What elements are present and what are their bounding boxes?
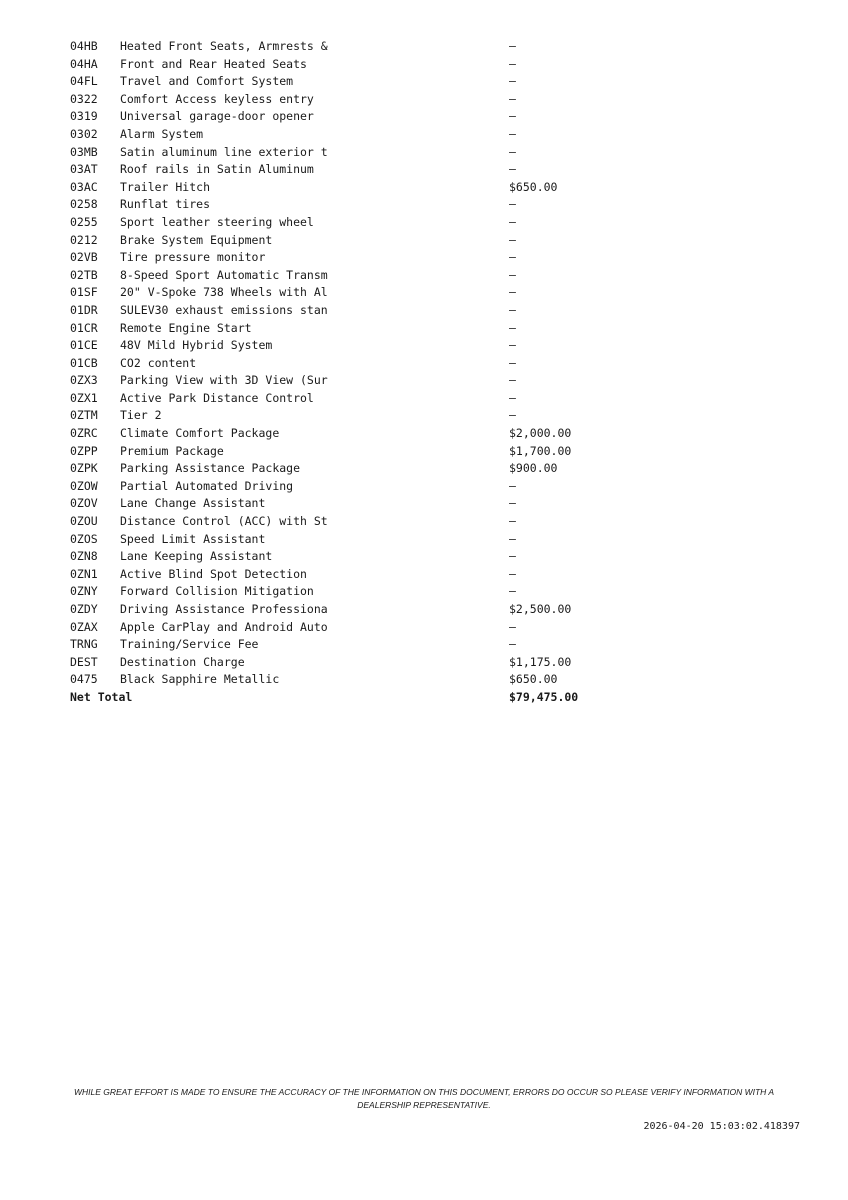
option-description: Brake System Equipment (120, 232, 273, 247)
option-code: 0ZX1 (70, 390, 98, 405)
option-code: 0255 (70, 214, 98, 229)
option-code: 0ZOU (70, 514, 98, 529)
option-price: — (509, 373, 516, 388)
option-row (70, 460, 629, 478)
option-price: — (509, 496, 516, 511)
option-price: — (509, 619, 516, 634)
option-description: Comfort Access keyless entry (120, 91, 314, 106)
option-row (70, 636, 629, 654)
option-code: 01CR (70, 320, 98, 335)
option-description: Driving Assistance Professiona (120, 602, 328, 616)
option-price: $1,175.00 (509, 654, 572, 669)
option-row (70, 601, 629, 619)
option-description: Premium Package (120, 443, 224, 458)
option-code: 04HB (70, 39, 98, 53)
option-row (70, 91, 629, 109)
option-price: — (509, 514, 516, 529)
option-price: — (509, 232, 516, 247)
option-code: 03AT (70, 162, 98, 177)
option-row (70, 179, 629, 197)
option-code: 0ZPP (70, 443, 98, 458)
option-price: — (509, 302, 516, 317)
option-description: Tire pressure monitor (120, 250, 266, 265)
option-code: 0212 (70, 232, 98, 247)
option-price: — (509, 56, 516, 71)
option-row (70, 196, 629, 214)
option-code: 0302 (70, 126, 98, 141)
option-code: 03MB (70, 144, 98, 159)
disclaimer-text: WHILE GREAT EFFORT IS MADE TO ENSURE THE ACCURACY OF THE INFORMATION ON THIS DOCUMENT, ERRORS DO OCCUR SO PLEASE VERIFY INFORMATION WITH A DEALERSHIP REPRESENTATIVE. (73, 1087, 775, 1110)
option-code: 01CB (70, 355, 98, 370)
option-description: Active Park Distance Control (120, 390, 314, 405)
option-description: CO2 content (120, 355, 197, 370)
option-price: — (509, 109, 516, 124)
option-price: $2,000.00 (509, 426, 572, 441)
option-price: — (509, 144, 516, 159)
option-description: Universal garage-door opener (120, 109, 314, 124)
option-code: 04HA (70, 56, 98, 71)
option-price: — (509, 285, 516, 300)
option-description: Heated Front Seats, Armrests & (120, 39, 328, 53)
option-price: — (509, 74, 516, 89)
option-description: Trailer Hitch (120, 179, 211, 194)
option-row (70, 337, 629, 355)
option-row (70, 425, 629, 443)
option-row (70, 302, 629, 320)
option-description: SULEV30 exhaust emissions stan (120, 302, 328, 317)
option-code: 0ZX3 (70, 373, 98, 388)
option-description: Training/Service Fee (120, 637, 259, 652)
option-row (70, 583, 629, 601)
option-code: 0ZRC (70, 426, 98, 441)
option-price: $900.00 (509, 461, 558, 476)
net-total-row (70, 689, 629, 707)
option-row (70, 126, 629, 144)
option-row (70, 566, 629, 584)
option-row (70, 320, 629, 338)
option-description: Front and Rear Heated Seats (120, 56, 307, 71)
option-description: Apple CarPlay and Android Auto (120, 619, 328, 634)
option-description: Black Sapphire Metallic (120, 672, 280, 687)
option-row (70, 214, 629, 232)
option-row (70, 654, 629, 672)
option-row (70, 671, 629, 689)
option-row (70, 232, 629, 250)
option-price: — (509, 549, 516, 564)
option-row (70, 161, 629, 179)
option-description: Parking Assistance Package (120, 461, 301, 476)
option-description: Forward Collision Mitigation (120, 584, 314, 599)
option-row (70, 108, 629, 126)
option-row (70, 443, 629, 461)
option-description: Tier 2 (120, 408, 162, 423)
option-description: Parking View with 3D View (Sur (120, 373, 328, 388)
option-code: 0ZAX (70, 619, 98, 634)
option-row (70, 495, 629, 513)
option-row (70, 144, 629, 162)
option-price: — (509, 39, 516, 53)
option-code: 0ZTM (70, 408, 98, 423)
option-row (70, 249, 629, 267)
option-code: 02VB (70, 250, 98, 265)
option-price: — (509, 355, 516, 370)
option-price: — (509, 214, 516, 229)
option-code: 01DR (70, 302, 98, 317)
option-code: 01CE (70, 338, 98, 353)
option-price: — (509, 478, 516, 493)
option-price: — (509, 91, 516, 106)
option-code: 0319 (70, 109, 98, 124)
option-description: Lane Change Assistant (120, 496, 266, 511)
option-code: DEST (70, 654, 98, 669)
option-description: Distance Control (ACC) with St (120, 514, 328, 529)
option-code: 0ZOW (70, 478, 98, 493)
option-description: Alarm System (120, 126, 204, 141)
option-row (70, 284, 629, 302)
option-row (70, 531, 629, 549)
option-row (70, 38, 629, 56)
net-total-value: $79,475.00 (509, 689, 579, 704)
option-row (70, 548, 629, 566)
option-price: — (509, 267, 516, 282)
option-price: — (509, 566, 516, 581)
option-price: — (509, 197, 516, 212)
option-price: $2,500.00 (509, 602, 572, 616)
option-description: Runflat tires (120, 197, 211, 212)
option-price: — (509, 584, 516, 599)
option-price: — (509, 637, 516, 652)
option-row (70, 478, 629, 496)
option-code: 0ZN8 (70, 549, 98, 564)
option-code: 0ZOV (70, 496, 98, 511)
option-code: 04FL (70, 74, 98, 89)
option-description: Climate Comfort Package (120, 426, 280, 441)
option-row (70, 355, 629, 373)
options-table (70, 38, 629, 707)
option-description: Speed Limit Assistant (120, 531, 266, 546)
option-price: — (509, 390, 516, 405)
option-row (70, 56, 629, 74)
option-code: 03AC (70, 179, 98, 194)
option-code: 0258 (70, 197, 98, 212)
print-timestamp: 2026-04-20 15:03:02.418397 (643, 1121, 800, 1132)
option-code: 0ZN1 (70, 566, 98, 581)
option-row (70, 73, 629, 91)
option-description: 8-Speed Sport Automatic Transm (120, 267, 328, 282)
option-price: — (509, 162, 516, 177)
option-price: — (509, 408, 516, 423)
option-description: Travel and Comfort System (120, 74, 294, 89)
option-code: 0ZDY (70, 602, 98, 616)
option-price: — (509, 338, 516, 353)
option-price: — (509, 531, 516, 546)
option-description: 20" V-Spoke 738 Wheels with Al (120, 285, 328, 300)
option-row (70, 267, 629, 285)
option-price: $650.00 (509, 672, 558, 687)
option-description: Satin aluminum line exterior t (120, 144, 328, 159)
option-row (70, 407, 629, 425)
net-total-label: Net Total (70, 689, 133, 704)
option-code: 0ZOS (70, 531, 98, 546)
option-description: Destination Charge (120, 654, 245, 669)
option-row (70, 390, 629, 408)
option-price: $650.00 (509, 179, 558, 194)
option-description: Active Blind Spot Detection (120, 566, 307, 581)
option-code: 0ZNY (70, 584, 98, 599)
option-row (70, 513, 629, 531)
option-row (70, 372, 629, 390)
option-code: TRNG (70, 637, 98, 652)
option-price: — (509, 320, 516, 335)
option-description: Sport leather steering wheel (120, 214, 314, 229)
option-price: — (509, 250, 516, 265)
option-description: Remote Engine Start (120, 320, 252, 335)
option-price: — (509, 126, 516, 141)
options-table-body (70, 38, 629, 689)
option-code: 01SF (70, 285, 98, 300)
option-code: 02TB (70, 267, 98, 282)
option-code: 0475 (70, 672, 98, 687)
option-description: Roof rails in Satin Aluminum (120, 162, 314, 177)
option-description: Lane Keeping Assistant (120, 549, 273, 564)
option-description: Partial Automated Driving (120, 478, 294, 493)
option-price: $1,700.00 (509, 443, 572, 458)
option-row (70, 619, 629, 637)
option-code: 0322 (70, 91, 98, 106)
option-code: 0ZPK (70, 461, 98, 476)
option-description: 48V Mild Hybrid System (120, 338, 273, 353)
